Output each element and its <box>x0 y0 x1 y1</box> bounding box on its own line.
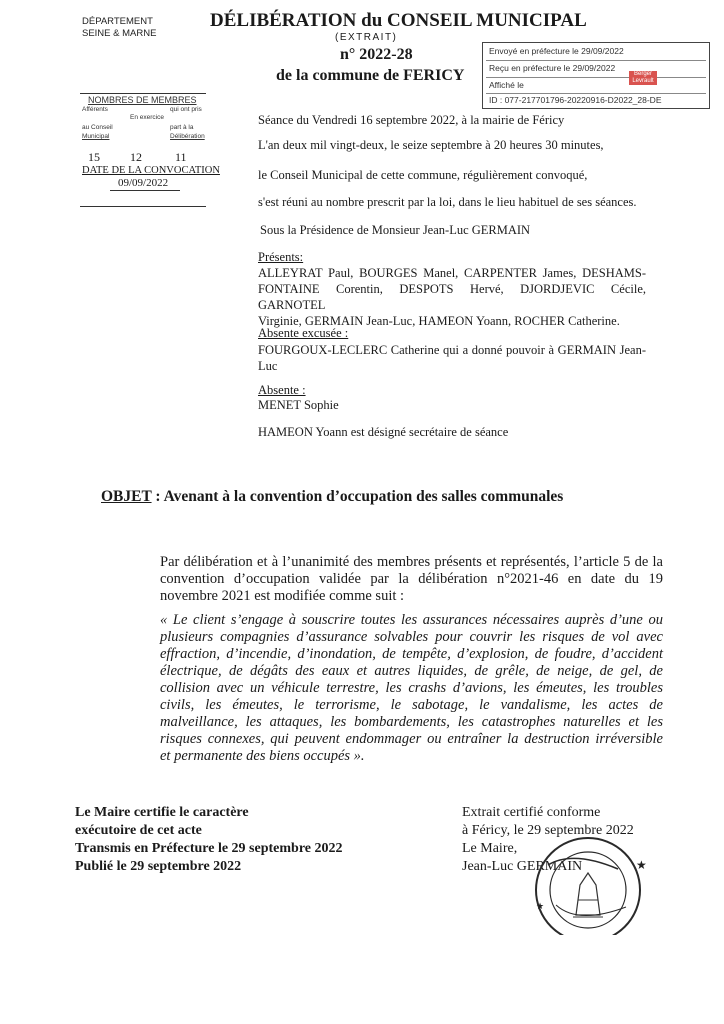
stamp-displayed: Affiché le <box>489 80 524 90</box>
svg-text:★: ★ <box>536 901 545 911</box>
cert-line1: Le Maire certifie le caractère <box>75 805 249 820</box>
department-label <box>82 16 156 40</box>
presidency: Sous la Présidence de Monsieur Jean-Luc GERMAIN <box>260 223 531 237</box>
stamp-id: ID : 077-217701796-20220916-D2022_28-DE <box>489 95 662 105</box>
extract-label: (EXTRAIT) <box>335 32 398 43</box>
quote-line6: civils, les émeutes, le terrorisme, le sabotage, le vandalisme, les actes de <box>160 697 663 713</box>
cert-line4: Publié le 29 septembre 2022 <box>75 859 242 874</box>
mairie-seal <box>518 835 658 935</box>
intro-line1: Par délibération et à l’unanimité des membres présents et représentés, l’article 5 de la <box>160 554 663 570</box>
quote-line3: effraction, d’incendie, d’inondation, de tempête, d’explosion, de foudre, d’accident <box>160 646 663 662</box>
absent-name: MENET Sophie <box>258 398 339 412</box>
stamp-received: Reçu en préfecture le 29/09/2022 <box>489 63 616 73</box>
members-afferents-value: 15 <box>88 150 100 164</box>
session-line2: L'an deux mil vingt-deux, le seize septembre à 20 heures 30 minutes, <box>258 138 604 152</box>
present-list <box>258 265 646 329</box>
quote-line8: risques connexes, qui peuvent endommager ou entraîner la destruction irréversible <box>160 731 663 747</box>
object-line <box>101 488 563 506</box>
decision-quote <box>160 612 663 765</box>
members-col-voters: qui ont pris part à la Délibération <box>170 106 205 140</box>
quote-line5: collision avec un véhicule terrestre, les crashs d’avions, les émeutes, les troubles <box>160 680 663 696</box>
members-col-afferents: Afférents au Conseil Municipal <box>82 106 113 140</box>
quote-line4: électrique, de dégâts des eaux et autres liquides, de grêle, de neige, de gel, de <box>160 663 663 679</box>
present-label: Présents: <box>258 250 304 264</box>
quote-line2: plusieurs compagnies d’assurance solvables pour couvrir les risques de vol avec <box>160 629 663 645</box>
extract-line4: Jean-Luc GERMAIN <box>462 859 583 874</box>
department-line1: DÉPARTEMENT <box>82 16 153 27</box>
extract-line2: à Féricy, le 29 septembre 2022 <box>462 823 634 838</box>
convocation-rule <box>110 190 180 191</box>
members-col-exercise: En exercice <box>130 114 164 121</box>
document-title: DÉLIBÉRATION du CONSEIL MUNICIPAL <box>210 10 587 31</box>
members-voters-value: 11 <box>175 150 187 164</box>
department-line2: SEINE & MARNE <box>82 28 157 39</box>
berger-levrault-logo: Berger Levrault <box>629 71 657 85</box>
cert-line2: exécutoire de cet acte <box>75 823 202 838</box>
cert-line3: Transmis en Préfecture le 29 septembre 2022 <box>75 841 343 856</box>
object-text: Avenant à la convention d’occupation des salles communales <box>163 488 564 505</box>
stamp-sent: Envoyé en préfecture le 29/09/2022 <box>489 46 624 56</box>
present-line3: Virginie, GERMAIN Jean-Luc, HAMEON Yoann, ROCHER Catherine. <box>258 314 620 328</box>
quote-line7: malveillance, les attaques, les bombardements, les catastrophes naturelles et les <box>160 714 663 730</box>
present-line1: ALLEYRAT Paul, BOURGES Manel, CARPENTER James, DESHAMS- <box>258 266 646 280</box>
object-colon: : <box>151 488 164 505</box>
extract-line1: Extrait certifié conforme <box>462 805 601 820</box>
members-exercise-value: 12 <box>130 150 142 164</box>
members-top-rule <box>80 93 206 94</box>
deliberation-number: n° 2022-28 <box>340 46 413 63</box>
decision-intro <box>160 554 663 605</box>
session-line4: s'est réuni au nombre prescrit par la loi, dans le lieu habituel de ses séances. <box>258 195 637 209</box>
session-line3: le Conseil Municipal de cette commune, régulièrement convoqué, <box>258 168 588 182</box>
quote-line9: et permanente des biens occupés ». <box>160 748 365 764</box>
excused-line1: FOURGOUX-LECLERC Catherine qui a donné pouvoir à GERMAIN Jean- <box>258 343 646 357</box>
absent-label: Absente : <box>258 383 306 397</box>
quote-line1: « Le client s’engage à souscrire toutes les assurances nécessaires auprès d’une ou <box>160 612 663 628</box>
session-line1: Séance du Vendredi 16 septembre 2022, à la mairie de Féricy <box>258 113 565 127</box>
extract-line3: Le Maire, <box>462 841 518 856</box>
object-label: OBJET <box>101 488 152 505</box>
members-bottom-rule <box>80 206 206 207</box>
convocation-label: DATE DE LA CONVOCATION <box>82 165 220 176</box>
secretary-line: HAMEON Yoann est désigné secrétaire de séance <box>258 425 509 439</box>
members-heading: NOMBRES DE MEMBRES <box>88 95 197 105</box>
mayor-certification <box>75 804 343 876</box>
excused-list <box>258 342 646 374</box>
commune-name: de la commune de FERICY <box>276 67 465 84</box>
svg-text:★: ★ <box>636 858 647 872</box>
prefecture-stamp <box>482 42 710 109</box>
present-line2: FONTAINE Corentin, DESPOTS Hervé, DJORDJEVIC Cécile, GARNOTEL <box>258 282 646 312</box>
excused-label: Absente excusée : <box>258 326 349 340</box>
intro-line2: convention d’occupation validée par la délibération n°2021-46 en date du 19 <box>160 571 663 587</box>
intro-line3: novembre 2021 est modifiée comme suit : <box>160 588 405 604</box>
excused-line2: Luc <box>258 359 278 373</box>
convocation-date: 09/09/2022 <box>118 177 169 189</box>
